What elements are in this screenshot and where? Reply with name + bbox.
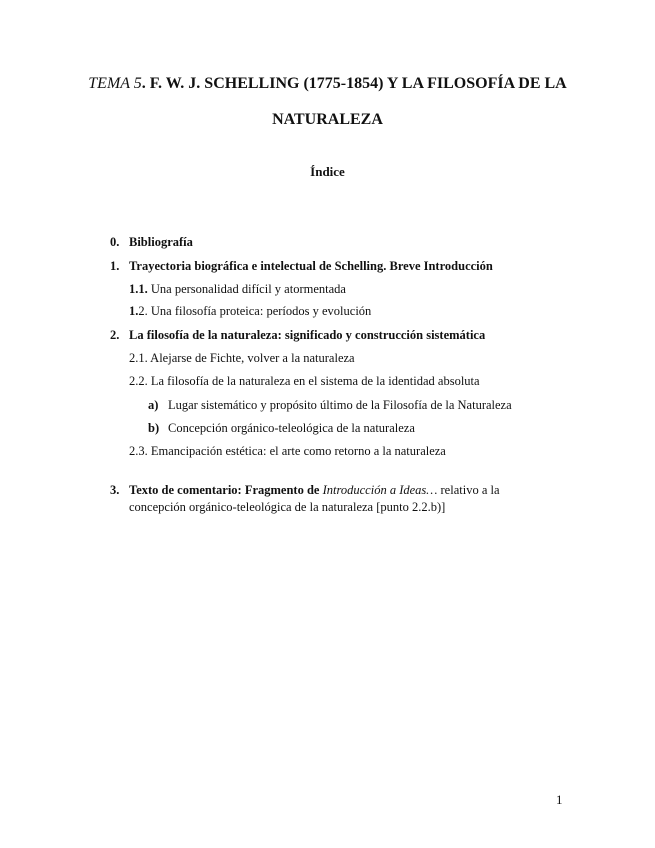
toc-entry-label: La filosofía de la naturaleza: significado y construcción sistemática bbox=[129, 328, 486, 342]
toc-entry-2-2 bbox=[129, 372, 480, 390]
toc-entry-number: 2. bbox=[110, 328, 120, 342]
toc-entry-label: concepción orgánico-teleológica de la naturaleza [punto 2.2.b)] bbox=[129, 500, 446, 514]
toc-entry-label: Una personalidad difícil y atormentada bbox=[147, 282, 346, 296]
toc-entry-1-1 bbox=[129, 280, 346, 298]
toc-entry-label-italic: Introducción a Ideas… bbox=[322, 483, 438, 497]
toc-entry-2 bbox=[110, 326, 485, 344]
toc-entry-2-3 bbox=[129, 442, 446, 460]
toc-entry-number: 1.1. bbox=[129, 282, 148, 296]
toc-entry-2-2-a bbox=[148, 396, 512, 414]
toc-entry-3-continuation bbox=[129, 498, 445, 516]
toc-entry-label: 2.3. Emancipación estética: el arte como retorno a la naturaleza bbox=[129, 444, 446, 458]
toc-entry-label: Concepción orgánico-teleológica de la naturaleza bbox=[168, 421, 415, 435]
toc-entry-label-rest: relativo a la bbox=[437, 483, 500, 497]
page-number: 1 bbox=[556, 792, 563, 807]
title-line2: NATURALEZA bbox=[272, 111, 383, 128]
index-heading: Índice bbox=[310, 164, 345, 179]
toc-entry-label: Lugar sistemático y propósito último de la Filosofía de la Naturaleza bbox=[168, 398, 512, 412]
toc-entry-3 bbox=[110, 481, 500, 499]
toc-entry-2-2-b bbox=[148, 419, 415, 437]
document-title bbox=[60, 66, 595, 138]
title-tema: TEMA 5 bbox=[88, 75, 142, 92]
title-line1: . F. W. J. SCHELLING (1775-1854) Y LA FILOSOFÍA DE LA bbox=[141, 75, 567, 92]
toc-entry-label: Bibliografía bbox=[129, 235, 193, 249]
toc-entry-2-1 bbox=[129, 349, 355, 367]
toc-entry-number: b) bbox=[148, 421, 160, 435]
toc-entry-number: 1. bbox=[110, 259, 120, 273]
toc-entry-label: 2.1. Alejarse de Fichte, volver a la naturaleza bbox=[129, 351, 355, 365]
toc-entry-1 bbox=[110, 257, 493, 275]
toc-entry-label-bold: Texto de comentario: Fragmento de bbox=[129, 483, 323, 497]
toc-entry-number: a) bbox=[148, 398, 159, 412]
toc-entry-label: 2. Una filosofía proteica: períodos y evolución bbox=[138, 304, 372, 318]
toc-entry-1-2 bbox=[129, 302, 371, 320]
toc-entry-label: Trayectoria biográfica e intelectual de Schelling. Breve Introducción bbox=[129, 259, 493, 273]
toc-entry-number: 1. bbox=[129, 304, 139, 318]
toc-entry-0 bbox=[110, 233, 193, 251]
toc-entry-number: 0. bbox=[110, 235, 120, 249]
toc-entry-label: 2.2. La filosofía de la naturaleza en el sistema de la identidad absoluta bbox=[129, 374, 480, 388]
toc-entry-number: 3. bbox=[110, 483, 120, 497]
